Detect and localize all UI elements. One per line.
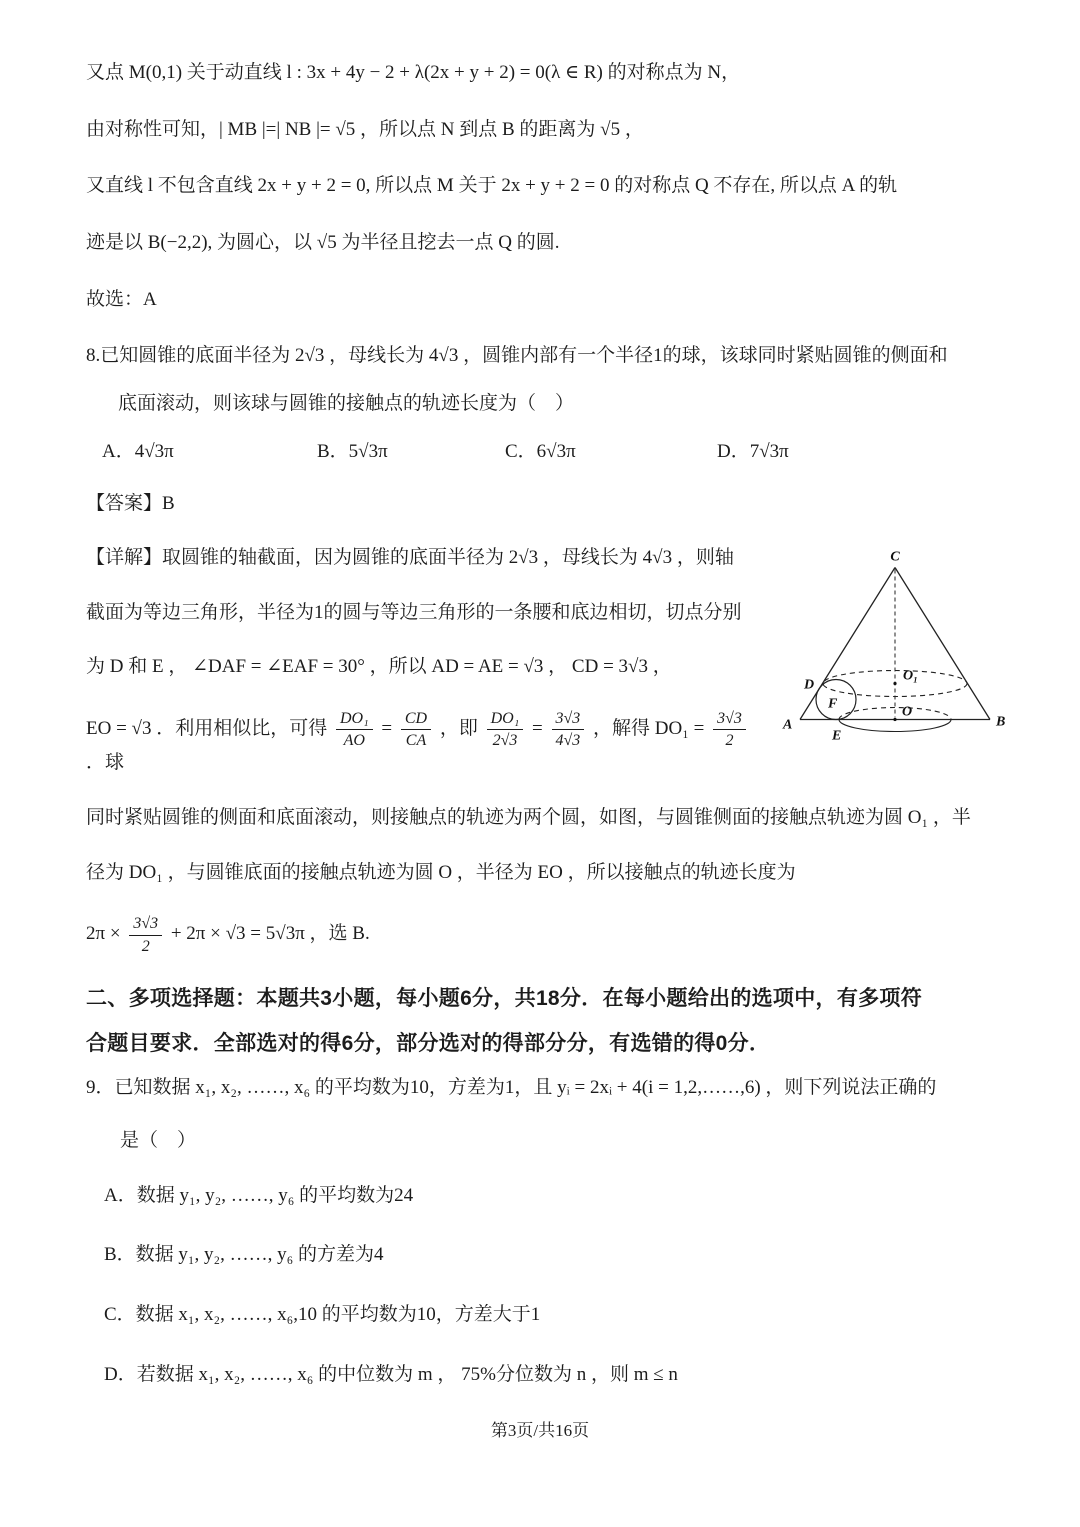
page-footer bbox=[0, 1416, 1080, 1441]
solution-line-4: 迹是以 B(−2,2), 为圆心，以 √5 为半径且挖去一点 Q 的圆. bbox=[86, 231, 560, 253]
q9-option-a: A．数据 y₁, y₂, ……, y₆ 的平均数为24 bbox=[104, 1184, 414, 1206]
final-seg-2: + 2π × √3 = 5√3π ，选 B. bbox=[170, 923, 370, 945]
q8-option-c: C．6√3π bbox=[505, 441, 576, 463]
question-9-block bbox=[86, 1075, 1012, 1387]
q9-stem-line-1: 9．已知数据 x₁, x₂, ……, x₆ 的平均数为10，方差为1，且 yᵢ = 2xᵢ + 4(i = 1,2,……,6) ，则下列说法正确的 bbox=[86, 1077, 937, 1099]
label-C: C bbox=[890, 549, 900, 565]
section-2-heading bbox=[86, 985, 1012, 1059]
q8-detail-line-3: 为 D 和 E ， ∠DAF = ∠EAF = 30° ，所以 AD = AE = √3 ， CD = 3√3 ， bbox=[86, 656, 672, 678]
fraction-do1-ao: $\frac{\text{DO₁}}{AO}$ bbox=[336, 709, 373, 750]
q9-option-c: C．数据 x₁, x₂, ……, x₆,10 的平均数为10，方差大于1 bbox=[104, 1303, 541, 1325]
fraction-final-3r3-2: $\frac{3√3}{2}$ bbox=[129, 914, 162, 955]
q8-option-b: B．5√3π bbox=[317, 441, 388, 463]
label-O1: O₁ bbox=[903, 668, 918, 684]
fraction-do1-2r3: $\frac{\text{DO₁}}{2√3}$ bbox=[487, 709, 524, 750]
q9-option-d: D．若数据 x₁, x₂, ……, x₆ 的中位数为 m ， 75%分位数为 n ，则 m ≤ n bbox=[104, 1363, 678, 1385]
solution-line-1: 又点 M(0,1) 关于动直线 l : 3x + 4y − 2 + λ(2x + y + 2) = 0(λ ∈ R) 的对称点为 N， bbox=[86, 62, 741, 83]
ratio-seg-4: ．球 bbox=[86, 752, 125, 774]
q8-stem-line-2: 底面滚动，则该球与圆锥的接触点的轨迹长度为（ ） bbox=[118, 392, 575, 414]
q8-stem-line-1: 8.已知圆锥的底面半径为 2√3 ，母线长为 4√3 ，圆锥内部有一个半径1的球，该球同时紧贴圆锥的侧面和 bbox=[86, 345, 948, 367]
cone-diagram bbox=[777, 545, 1012, 750]
label-F: F bbox=[828, 696, 838, 712]
ratio-seg-2: ，即 bbox=[439, 718, 478, 740]
q8-options-row bbox=[86, 436, 1012, 463]
solution-line-3: 又直线 l 不包含直线 2x + y + 2 = 0, 所以点 M 关于 2x + y + 2 = 0 的对称点 Q 不存在, 所以点 A 的轨 bbox=[86, 175, 898, 197]
q8-answer: 【答案】B bbox=[86, 493, 175, 515]
q8-detail-line-5: 同时紧贴圆锥的侧面和底面滚动，则接触点的轨迹为两个圆，如图，与圆锥侧面的接触点轨迹为圆 O₁ ，半 bbox=[86, 807, 971, 829]
fraction-cd-ca: $\frac{CD}{CA}$ bbox=[401, 709, 431, 750]
label-E: E bbox=[832, 728, 842, 744]
ratio-seg-3: ，解得 DO₁ = bbox=[593, 718, 705, 740]
ratio-eq-1: = bbox=[381, 718, 393, 740]
label-A: A bbox=[783, 717, 793, 733]
q8-option-a: A．4√3π bbox=[102, 441, 174, 463]
solution-7-block bbox=[86, 60, 1012, 312]
q9-option-b: B．数据 y₁, y₂, ……, y₆ 的方差为4 bbox=[104, 1244, 384, 1266]
section-2-heading-line-1: 二、多项选择题：本题共3小题，每小题6分，共18分．在每小题给出的选项中，有多项符 bbox=[86, 986, 923, 1010]
solution-answer-choice: 故选：A bbox=[86, 288, 157, 310]
q8-detail-line-1: 【详解】取圆锥的轴截面，因为圆锥的底面半径为 2√3 ，母线长为 4√3 ，则轴 bbox=[86, 547, 734, 569]
q8-option-d: D．7√3π bbox=[717, 441, 789, 463]
ratio-seg-1: EO = √3 ．利用相似比，可得 bbox=[86, 718, 328, 740]
fraction-3r3-4r3: $\frac{3√3}{4√3}$ bbox=[552, 709, 585, 750]
final-seg-1: 2π × bbox=[86, 923, 121, 945]
fraction-3r3-2: $\frac{3√3}{2}$ bbox=[713, 709, 746, 750]
label-D: D bbox=[804, 677, 815, 693]
page-number: 第3页/共16页 bbox=[490, 1421, 590, 1440]
q8-detail-line-6: 径为 DO₁ ，与圆锥底面的接触点轨迹为圆 O ，半径为 EO ，所以接触点的轨迹长度为 bbox=[86, 861, 796, 883]
question-8-block bbox=[86, 343, 1012, 985]
ratio-eq-2: = bbox=[532, 718, 543, 740]
cone-points bbox=[893, 682, 896, 721]
label-O: O bbox=[902, 704, 913, 720]
section-2-heading-line-2: 合题目要求．全部选对的得6分，部分选对的得部分分，有选错的得0分． bbox=[86, 1032, 771, 1056]
cone-diagram-svg bbox=[777, 545, 1012, 750]
q8-detail-block bbox=[86, 545, 1012, 985]
q8-final-computation-line bbox=[86, 914, 1012, 955]
q9-stem-line-2: 是（ ） bbox=[120, 1130, 197, 1152]
solution-line-2: 由对称性可知，| MB |=| NB |= √5 ，所以点 N 到点 B 的距离为 √5 ， bbox=[86, 118, 644, 140]
q8-detail-line-2: 截面为等边三角形，半径为1的圆与等边三角形的一条腰和底边相切，切点分别 bbox=[86, 601, 742, 623]
label-B: B bbox=[996, 714, 1006, 730]
